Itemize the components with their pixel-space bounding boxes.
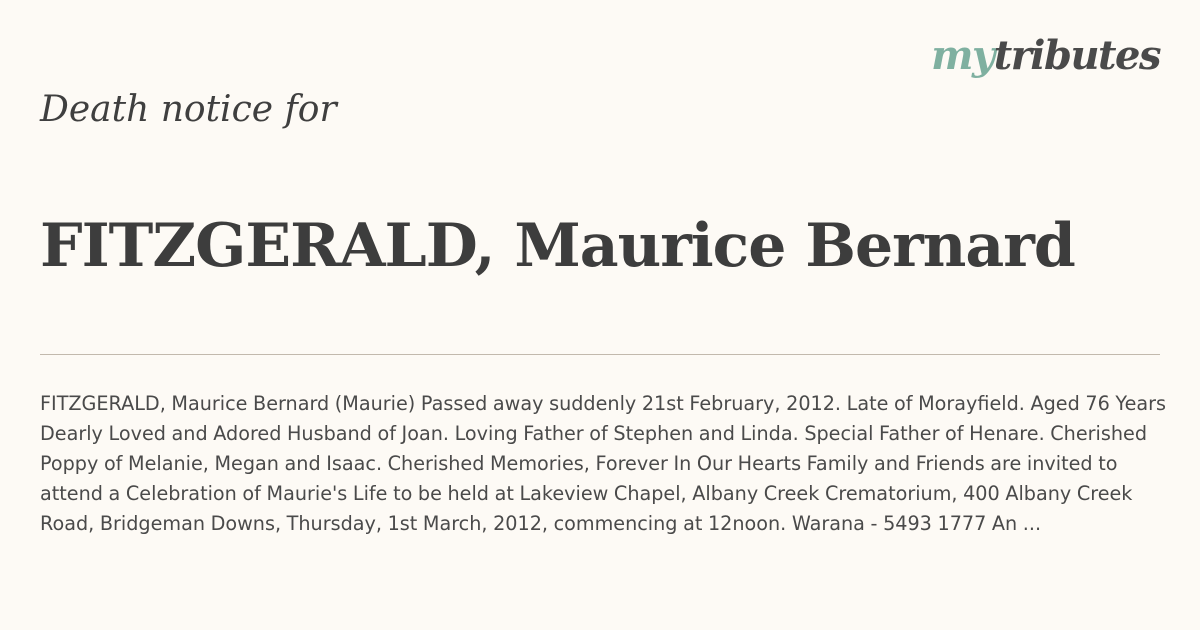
logo-my-text: my — [931, 32, 994, 79]
notice-text: FITZGERALD, Maurice Bernard (Maurie) Passed away suddenly 21st February, 2012. Late of Morayfield. Aged 76 Years Dearly Loved and Adored Husband of Joan. Loving Father of Stephen and Linda. Special Father of Henare. Cherished Poppy of Melanie, Megan and Isaac. Cherished Memories, Forever In Our Hearts Family and Friends are invited to attend a Celebration of Maurie's Life to be held at Lakeview Chapel, Albany Creek Crematorium, 400 Albany Creek Road, Bridgeman Downs, Thursday, 1st March, 2012, commencing at 12noon. Warana - 5493 1777 An ... — [40, 392, 1167, 535]
divider — [40, 354, 1160, 355]
page-subtitle: Death notice for — [40, 89, 337, 130]
logo-tributes-text: tributes — [993, 32, 1160, 79]
deceased-name: FITZGERALD, Maurice Bernard — [40, 211, 1075, 281]
mytributes-logo[interactable] — [931, 32, 1160, 79]
